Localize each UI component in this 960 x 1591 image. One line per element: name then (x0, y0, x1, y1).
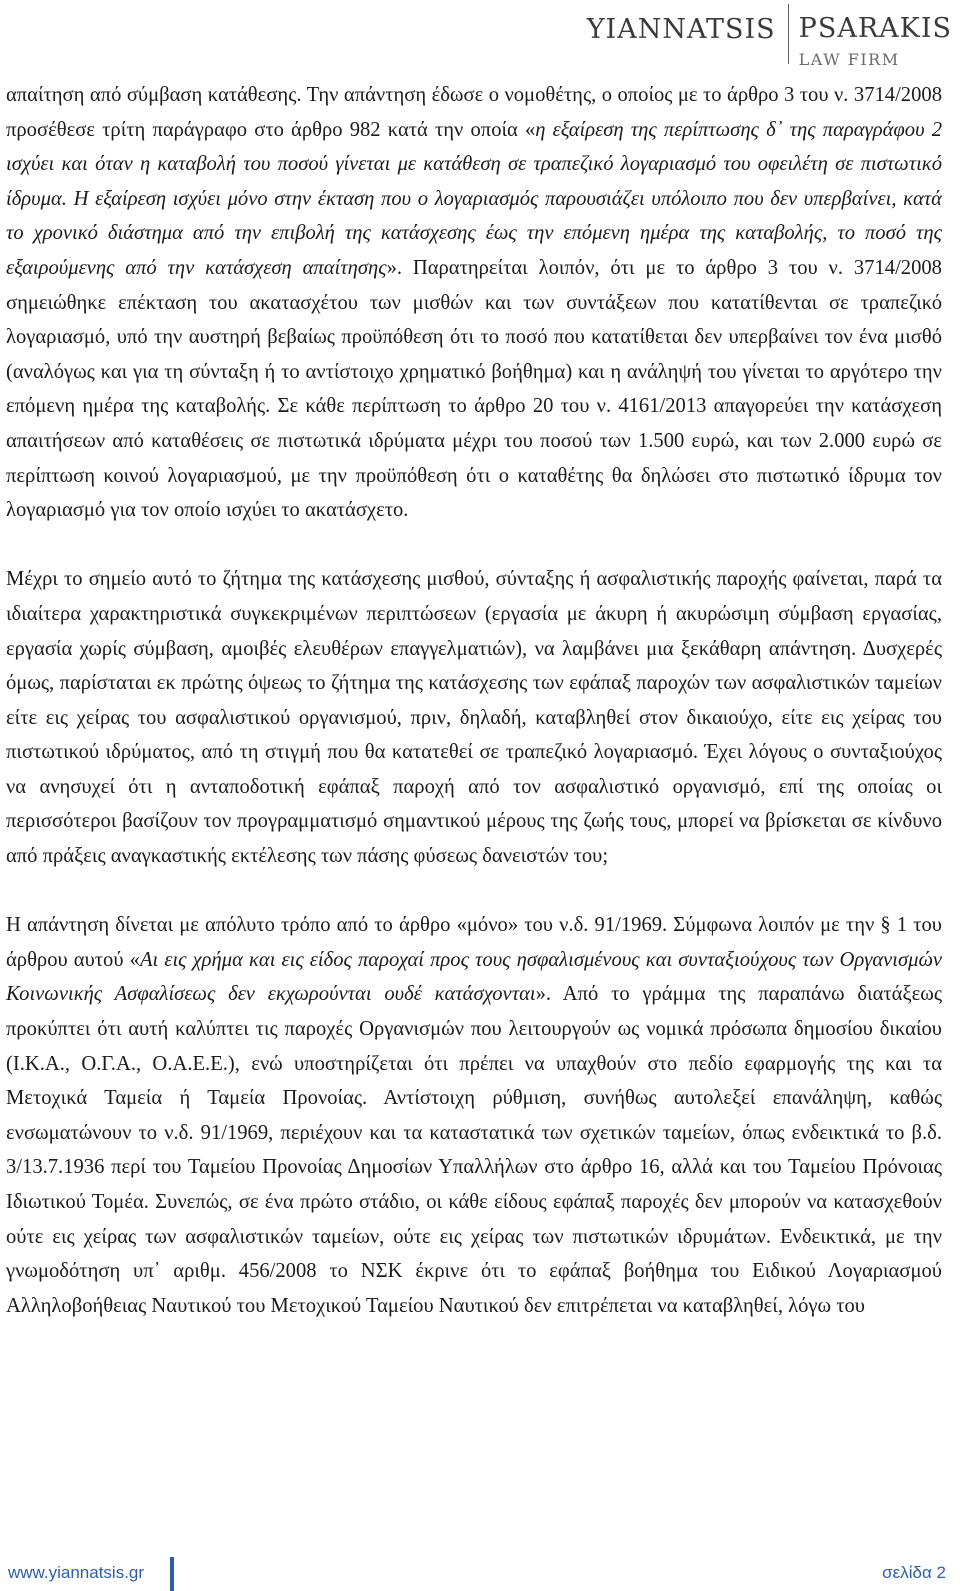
paragraph-1 (6, 78, 942, 528)
paragraph-text: απαίτηση από σύμβαση κατάθεσης. Την απάντηση έδωσε ο νομοθέτης, ο οποίος με το άρθρο 3 του ν. 3714/2008 προσέθεσε τρίτη παράγραφο στο άρθρο 982 κατά την οποία « (6, 84, 942, 141)
paragraph-2 (6, 562, 942, 873)
footer-divider (170, 1557, 174, 1591)
paragraph-3 (6, 908, 942, 1323)
quoted-law-text: η εξαίρεση της περίπτωσης δ᾽ της παραγράφου 2 ισχύει και όταν η καταβολή του ποσού γίνεται με κατάθεση σε τραπεζικό λογαριασμό του οφειλέτη σε πιστωτικό ίδρυμα. Η εξαίρεση ισχύει μόνο στην έκταση που ο λογαριασμός παρουσιάζει υπόλοιπο που δεν υπερβαίνει, κατά το χρονικό διάστημα από την επιβολή της κατάσχεσης έως την επόμενη ημέρα της καταβολής, το ποσό της εξαιρούμενης από την κατάσχεση απαίτησης (6, 118, 943, 279)
logo-right-block (789, 4, 952, 69)
logo-name-right: PSARAKIS (798, 13, 952, 44)
document-body (6, 78, 942, 1358)
firm-logo (587, 4, 952, 70)
quoted-law-text: Αι εις χρήμα και εις είδος παροχαί προς τους ησφαλισμένους και συνταξιούχους των Οργανισμών Κοινωνικής Ασφαλίσεως δεν εκχωρούνται ουδέ κατάσχονται (6, 948, 942, 1006)
page-footer (0, 1557, 960, 1591)
website-link[interactable]: www.yiannatsis.gr (8, 1563, 145, 1582)
page-number: σελίδα 2 (882, 1563, 946, 1582)
paragraph-text: Η απάντηση δίνεται με απόλυτο τρόπο από το άρθρο «μόνο» του ν.δ. 91/1969. Σύμφωνα λοιπόν με την § 1 του άρθρου αυτού « (6, 914, 942, 971)
logo-subtitle: LAW FIRM (798, 50, 900, 69)
paragraph-text: ». Παρατηρείται λοιπόν, ότι με το άρθρο 3 του ν. 3714/2008 σημειώθηκε επέκταση του ακατασχέτου των μισθών και των συντάξεων που κατατίθενται σε τραπεζικό λογαριασμό, υπό την αυστηρή βεβαίως προϋπόθεση ότι το ποσό που κατατίθεται δεν υπερβαίνει τον ένα μισθό (αναλόγως και για τη σύνταξη ή το αντίστοιχο χρηματικό βοήθημα) και η ανάληψή του γίνεται το αργότερο την επόμενη ημέρα της καταβολής. Σε κάθε περίπτωση το άρθρο 20 του ν. 4161/2013 απαγορεύει την κατάσχεση απαιτήσεων από καταθέσεις σε πιστωτικά ιδρύματα μέχρι του ποσού των 1.500 ευρώ, και των 2.000 ευρώ σε περίπτωση κοινού λογαριασμού, με την προϋπόθεση ότι ο καταθέτης θα δηλώσει στο πιστωτικό ίδρυμα τον λογαριασμό για τον οποίο ισχύει το ακατάσχετο. (6, 256, 942, 522)
logo-name-left: YIANNATSIS (586, 14, 776, 45)
paragraph-text: ». Από το γράμμα της παραπάνω διατάξεως προκύπτει ότι αυτή καλύπτει τις παροχές Οργανισμών που λειτουργούν ως νομικά πρόσωπα δημοσίου δικαίου (Ι.Κ.Α., Ο.Γ.Α., Ο.Α.Ε.Ε.), ενώ υποστηρίζεται ότι πρέπει να υπαχθούν στο πεδίο εφαρμογής της και τα Μετοχικά Ταμεία ή Ταμεία Προνοίας. Αντίστοιχη ρύθμιση, συνήθως αυτολεξεί επανάληψη, καθώς ενσωματώνουν το ν.δ. 91/1969, περιέχουν και τα καταστατικά των σχετικών ταμείων, όπως ενδεικτικά το β.δ. 3/13.7.1936 περί του Ταμείου Προνοίας Δημοσίων Υπαλλήλων στο άρθρο 16, αλλά και του Ταμείου Πρόνοιας Ιδιωτικού Τομέα. Συνεπώς, σε ένα πρώτο στάδιο, οι κάθε είδους εφάπαξ παροχές δεν μπορούν να κατασχεθούν ούτε εις χείρας των ασφαλιστικών ταμείων, ούτε εις χείρας των πιστωτικών ιδρυμάτων. Ενδεικτικά, με την γνωμοδότηση υπ᾽ αριθμ. 456/2008 το ΝΣΚ έκρινε ότι το εφάπαξ βοήθημα του Ειδικού Λογαριασμού Αλληλοβοήθειας Ναυτικού του Μετοχικού Ταμείου Ναυτικού δεν επιτρέπεται να καταβληθεί, λόγω του (6, 983, 942, 1317)
paragraph-text: Μέχρι το σημείο αυτό το ζήτημα της κατάσχεσης μισθού, σύνταξης ή ασφαλιστικής παροχής φαίνεται, παρά τα ιδιαίτερα χαρακτηριστικά συγκεκριμένων περιπτώσεων (εργασία με άκυρη ή ακυρώσιμη σύμβαση εργασίας, εργασία χωρίς σύμβαση, αμοιβές ελευθέρων επαγγελματιών), να λαμβάνει μια ξεκάθαρη απάντηση. Δυσχερές όμως, παρίσταται εκ πρώτης όψεως το ζήτημα της κατάσχεσης των εφάπαξ παροχών των ασφαλιστικών ταμείων είτε εις χείρας του ασφαλιστικού οργανισμού, πριν, δηλαδή, καταβληθεί στον δικαιούχο, είτε εις χείρας του πιστωτικού ιδρύματος, από τη στιγμή που θα κατατεθεί σε τραπεζικό λογαριασμό. Έχει λόγους ο συνταξιούχος να ανησυχεί ότι η ανταποδοτική εφάπαξ παροχή από τον ασφαλιστικό οργανισμό, επί της οποίας οι περισσότεροι βασίζουν τον προγραμματισμό σημαντικού μέρους της ζωής τους, μπορεί να βρίσκεται σε κίνδυνο από πράξεις αναγκαστικής εκτέλεσης των πάσης φύσεως δανειστών του; (6, 568, 942, 868)
